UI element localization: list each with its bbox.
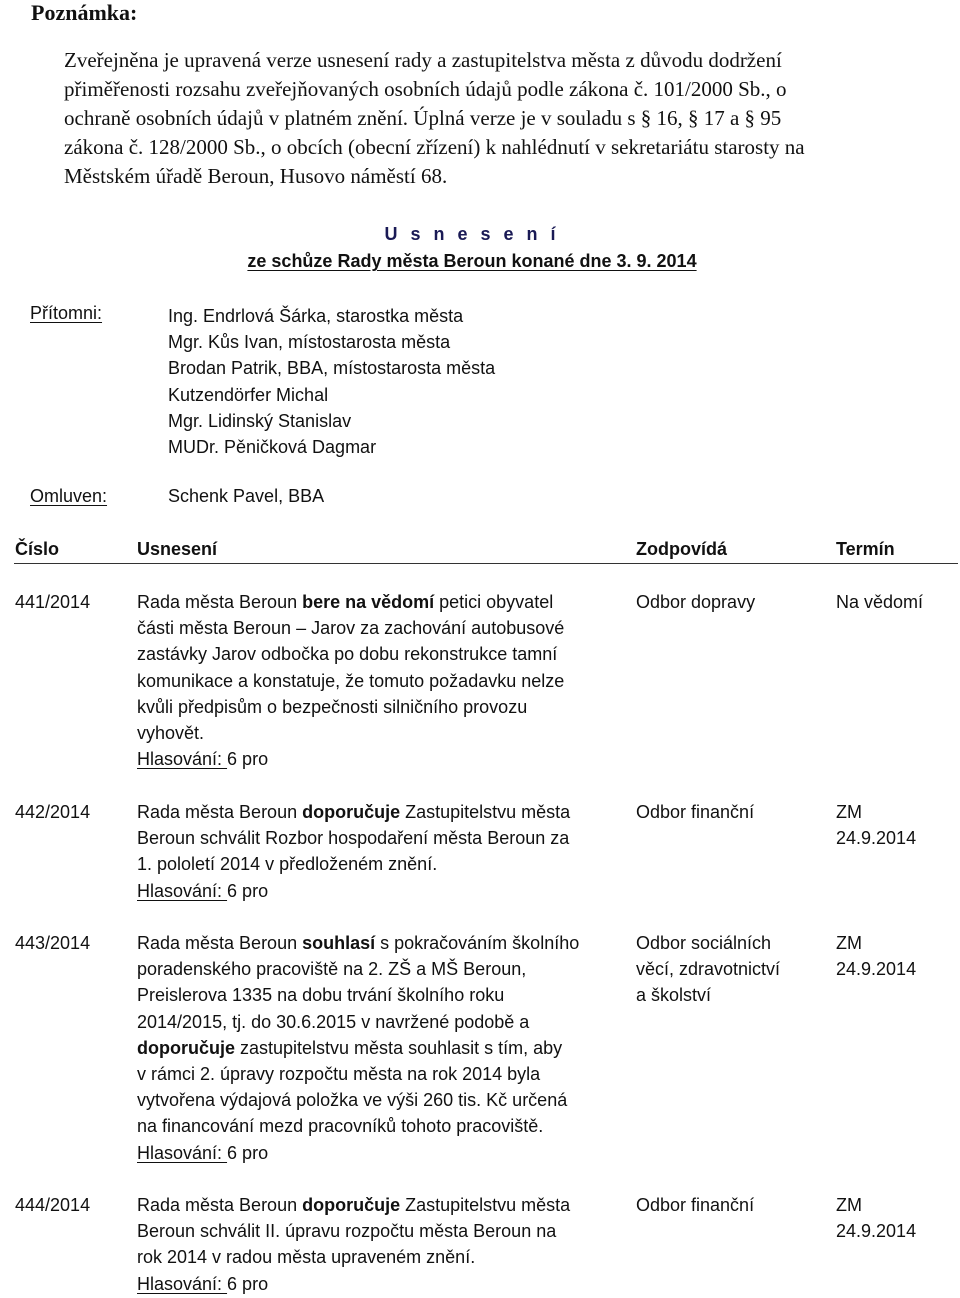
responsible-line: věcí, zdravotnictví [636,959,781,980]
text-line: poradenského pracoviště na 2. ZŠ a MŠ Beroun, [137,959,527,980]
text-line: na financování mezd pracovníků tohoto pracoviště. [137,1116,544,1137]
responsible-line: Odbor dopravy [636,592,756,612]
vote [137,746,617,772]
vote-label: Hlasování: [137,1142,228,1163]
resolution-text [137,589,617,772]
deadline-line: 24.9.2014 [836,959,917,980]
note-line: Zveřejněna je upravená verze usnesení rady a zastupitelstva města z důvodu dodržení [64,48,782,72]
member: Mgr. Kůs Ivan, místostarosta města [168,332,451,353]
text-line: 2014/2015, tj. do 30.6.2015 v navržené podobě a [137,1011,530,1032]
vote [137,1271,617,1297]
deadline-line: ZM [836,1195,862,1215]
text-segment: Rada města Beroun [137,933,303,953]
resolution-number: 444/2014 [15,1195,91,1215]
deadline-line: 24.9.2014 [836,828,917,849]
member: Ing. Endrlová Šárka, starostka města [168,306,464,326]
text-line: rok 2014 v radou města upraveném znění. [137,1247,476,1268]
text-line: části města Beroun – Jarov za zachování autobusové [137,618,565,639]
present-list [168,303,495,460]
text-emphasis: souhlasí [302,933,376,953]
text-line: Beroun schválit II. úpravu rozpočtu města Beroun na [137,1221,557,1242]
resolution-text [137,1192,617,1297]
member: Brodan Patrik, BBA, místostarosta města [168,358,496,379]
deadline [836,1192,916,1244]
responsible [636,589,816,615]
header-number: Číslo [15,539,60,559]
deadline [836,930,916,982]
deadline [836,799,916,851]
vote-value: 6 pro [227,1273,269,1294]
header-responsible: Zodpovídá [636,539,727,559]
responsible-line: Odbor sociálních [636,933,772,953]
excused-member: Schenk Pavel, BBA [168,486,325,506]
present-label: Přítomni: [30,303,103,323]
resolution-number: 441/2014 [15,592,91,612]
header-resolution: Usnesení [137,539,218,559]
vote-value: 6 pro [227,749,269,770]
responsible-line: a školství [636,985,712,1006]
text-line: vyhovět. [137,723,205,744]
text-emphasis: doporučuje [302,1195,401,1215]
vote-value: 6 pro [227,1142,269,1163]
deadline-line: Na vědomí [836,592,924,612]
vote-value: 6 pro [227,880,269,901]
text-segment: Rada města Beroun [137,592,303,612]
document-subtitle: ze schůze Rady města Beroun konané dne 3. 9. 2014 [247,251,697,271]
responsible-line: Odbor finanční [636,1195,755,1215]
text-segment: Zastupitelstvu města [400,1195,571,1215]
vote [137,1140,617,1166]
deadline-line: ZM [836,802,862,822]
note-line: ochraně osobních údajů v platném znění. Úplná verze je v souladu s § 16, § 17 a § 95 [64,106,782,130]
text-emphasis: bere na vědomí [302,592,435,612]
text-line: Preislerova 1335 na dobu trvání školního roku [137,985,505,1006]
resolution-number: 442/2014 [15,802,91,822]
member: Mgr. Lidinský Stanislav [168,410,352,431]
text-line: vytvořena výdajová položka ve výši 260 tis. Kč určená [137,1090,568,1111]
note-body [64,46,924,191]
deadline-line: ZM [836,933,862,953]
responsible-line: Odbor finanční [636,802,755,822]
note-title: Poznámka: [31,0,138,25]
text-segment: Rada města Beroun [137,1195,303,1215]
text-line: komunikace a konstatuje, že tomuto požadavku nelze [137,670,565,691]
note-line: Městském úřadě Beroun, Husovo náměstí 68. [64,164,448,188]
vote-label: Hlasování: [137,880,228,901]
member: Kutzendörfer Michal [168,384,329,405]
resolution-text [137,799,617,904]
text-segment: zastupitelstvu města souhlasit s tím, aby [235,1037,563,1058]
deadline-line: 24.9.2014 [836,1221,917,1242]
header-divider [14,563,958,564]
text-segment: Zastupitelstvu města [400,802,571,822]
text-segment: Rada města Beroun [137,802,303,822]
document-title: U s n e s e n í [384,224,560,244]
deadline [836,589,923,615]
text-line: 1. pololetí 2014 v předloženém znění. [137,854,438,875]
text-line: kvůli předpisům o bezpečnosti silničního provozu [137,696,528,717]
text-line: Beroun schválit Rozbor hospodaření města Beroun za [137,828,570,849]
text-segment: petici obyvatel [434,592,554,612]
text-emphasis: doporučuje [137,1037,235,1058]
resolution-number: 443/2014 [15,933,91,953]
note-line: zákona č. 128/2000 Sb., o obcích (obecní zřízení) k nahlédnutí v sekretariátu starosty na [64,135,805,159]
text-segment: s pokračováním školního [375,933,580,953]
text-line: v rámci 2. úpravy rozpočtu města na rok 2014 byla [137,1064,541,1085]
header-deadline: Termín [836,539,895,559]
vote [137,878,617,904]
text-emphasis: doporučuje [302,802,401,822]
vote-label: Hlasování: [137,749,228,770]
responsible [636,930,816,1009]
responsible [636,1192,816,1218]
responsible [636,799,816,825]
member: MUDr. Pěničková Dagmar [168,437,377,458]
resolution-text [137,930,617,1166]
note-line: přiměřenosti rozsahu zveřejňovaných osobních údajů podle zákona č. 101/2000 Sb., o [64,77,787,101]
excused-label: Omluven: [30,486,108,506]
text-line: zastávky Jarov odbočka po dobu rekonstrukce tamní [137,644,558,665]
vote-label: Hlasování: [137,1273,228,1294]
